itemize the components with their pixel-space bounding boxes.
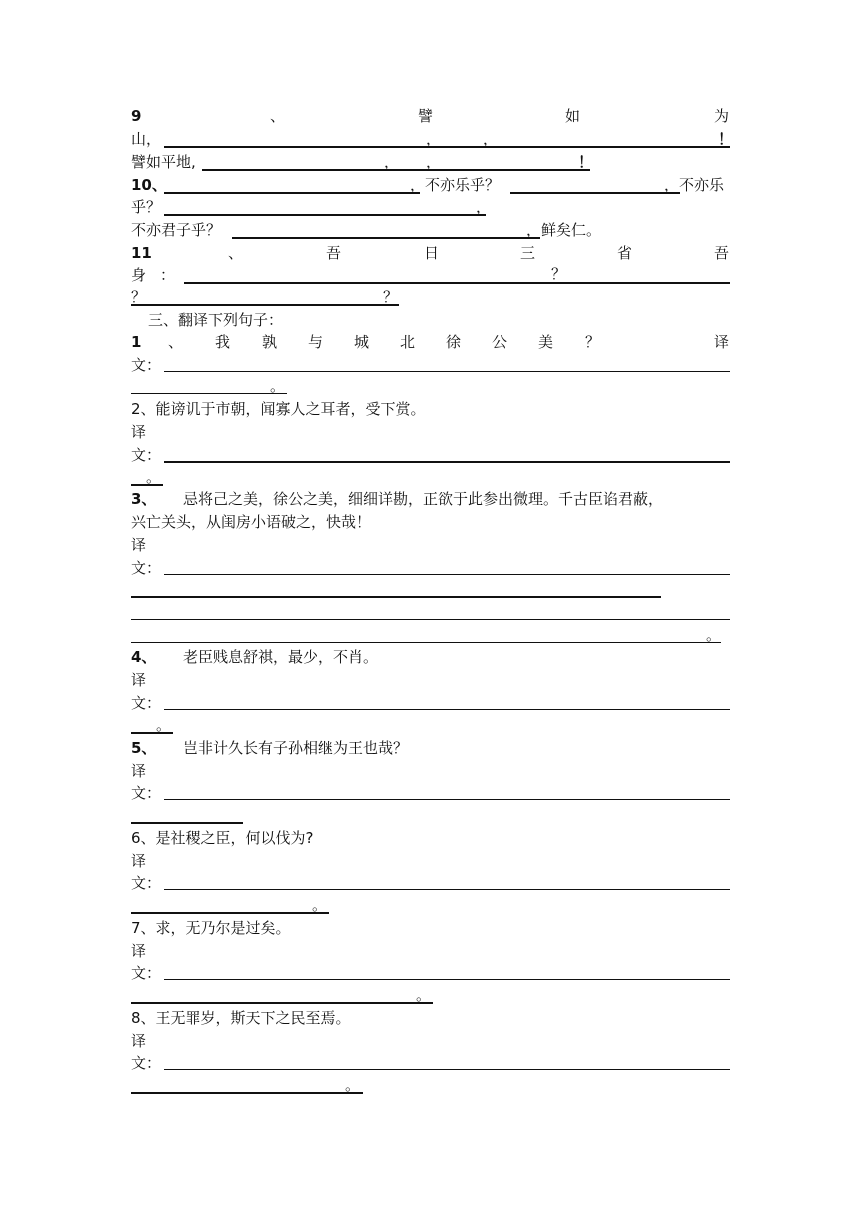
- word: 日: [424, 244, 440, 262]
- answer-line[interactable]: [164, 371, 730, 372]
- answer-line[interactable]: [131, 619, 730, 620]
- punctuation: 。: [156, 716, 172, 734]
- text: ，不亦乐: [664, 176, 725, 194]
- punctuation: ？: [585, 333, 601, 351]
- answer-line[interactable]: [131, 642, 721, 643]
- answer-label: 译: [131, 423, 147, 441]
- punctuation: 。: [312, 896, 328, 914]
- punctuation: 。: [416, 986, 432, 1004]
- question-text: 6、是社稷之臣，何以伐为?: [131, 829, 314, 847]
- item-number: 11: [131, 244, 152, 262]
- punctuation: ：: [160, 266, 176, 284]
- text: ，鲜矣仁。: [526, 221, 602, 239]
- answer-label: 译: [131, 942, 147, 960]
- answer-line[interactable]: [131, 596, 661, 598]
- answer-label: 文：: [131, 964, 162, 982]
- question-text: 忌将己之美，徐公之美，细细详勘，正欲于此参出微理。千古臣谄君蔽，: [183, 490, 664, 508]
- answer-label: 译: [131, 671, 147, 689]
- word: 譬: [418, 107, 434, 125]
- answer-label: 译: [131, 762, 147, 780]
- answer-line[interactable]: [164, 799, 730, 800]
- answer-line[interactable]: [164, 979, 730, 980]
- word: 省: [617, 244, 633, 262]
- answer-label: 文：: [131, 1054, 162, 1072]
- blank-line[interactable]: [184, 282, 730, 284]
- item-number: 4、: [131, 648, 157, 666]
- answer-label: 译: [131, 852, 147, 870]
- answer-line[interactable]: [131, 1002, 433, 1004]
- punctuation: ！: [718, 130, 734, 148]
- blank-line[interactable]: [164, 146, 730, 148]
- word: 吾: [714, 244, 730, 262]
- text: 乎？: [131, 198, 162, 216]
- word: 译: [714, 333, 730, 351]
- answer-label: 译: [131, 1032, 147, 1050]
- blank-line[interactable]: [131, 304, 399, 306]
- punctuation: 。: [345, 1076, 361, 1094]
- item-number: 10、: [131, 176, 167, 194]
- word: 吾: [326, 244, 342, 262]
- answer-line[interactable]: [164, 461, 730, 463]
- punctuation: ，: [476, 198, 492, 216]
- word: 公: [492, 333, 508, 351]
- word: 三: [520, 244, 536, 262]
- answer-line[interactable]: [164, 574, 730, 575]
- punctuation: 。: [270, 377, 286, 395]
- blank-line[interactable]: [510, 192, 680, 194]
- word: 为: [714, 107, 730, 125]
- answer-line[interactable]: [131, 1092, 363, 1094]
- punctuation: ，: [384, 153, 400, 171]
- punctuation: 。: [706, 626, 722, 644]
- answer-label: 文：: [131, 784, 162, 802]
- answer-line[interactable]: [164, 1069, 730, 1070]
- answer-line[interactable]: [131, 912, 329, 914]
- answer-label: 文：: [131, 694, 162, 712]
- punctuation: ？: [383, 288, 399, 306]
- punctuation: ？: [551, 265, 567, 283]
- text-line: 譬如平地,: [131, 153, 196, 171]
- item-number: 3、: [131, 490, 157, 508]
- section-title: 三、翻译下列句子：: [148, 311, 284, 329]
- punctuation: 、: [228, 244, 244, 262]
- word: 身: [131, 266, 147, 284]
- word: 如: [565, 107, 581, 125]
- answer-label: 文：: [131, 559, 162, 577]
- punctuation: ，: [426, 153, 442, 171]
- question-text: 8、王无罪岁，斯天下之民至焉。: [131, 1009, 351, 1027]
- question-text: 7、求，无乃尔是过矣。: [131, 919, 291, 937]
- answer-label: 文：: [131, 356, 162, 374]
- word: 北: [400, 333, 416, 351]
- answer-line[interactable]: [131, 822, 243, 824]
- word: 城: [354, 333, 370, 351]
- answer-label: 译: [131, 536, 147, 554]
- question-text: 兴亡关头，从闺房小语破之，快哉！: [131, 513, 372, 531]
- punctuation: 。: [146, 468, 162, 486]
- question-text: 岂非计久长有子孙相继为王也哉？: [183, 739, 409, 757]
- punctuation: 、: [270, 107, 286, 125]
- punctuation: ！: [578, 153, 594, 171]
- blank-line[interactable]: [164, 214, 486, 216]
- answer-line[interactable]: [131, 393, 287, 394]
- answer-label: 文：: [131, 874, 162, 892]
- text: 不亦君子乎？: [131, 221, 222, 239]
- word: 山，: [131, 130, 162, 148]
- answer-line[interactable]: [164, 889, 730, 890]
- word: 美: [538, 333, 554, 351]
- word: 孰: [262, 333, 278, 351]
- punctuation: ，: [483, 130, 499, 148]
- punctuation: ？: [131, 288, 147, 306]
- question-text: 2、能谤讥于市朝，闻寡人之耳者，受下赏。: [131, 400, 426, 418]
- punctuation: 、: [168, 333, 184, 351]
- text: ，不亦乐乎？: [410, 176, 501, 194]
- item-number: 5、: [131, 739, 157, 757]
- answer-label: 文：: [131, 446, 162, 464]
- punctuation: ，: [426, 130, 442, 148]
- item-number: 9: [131, 107, 142, 125]
- answer-line[interactable]: [164, 709, 730, 710]
- word: 与: [308, 333, 324, 351]
- blank-line[interactable]: [232, 237, 540, 239]
- item-number: 1: [131, 333, 142, 351]
- question-text: 老臣贱息舒祺，最少，不肖。: [183, 648, 379, 666]
- word: 我: [215, 333, 231, 351]
- word: 徐: [446, 333, 462, 351]
- blank-line[interactable]: [164, 192, 420, 194]
